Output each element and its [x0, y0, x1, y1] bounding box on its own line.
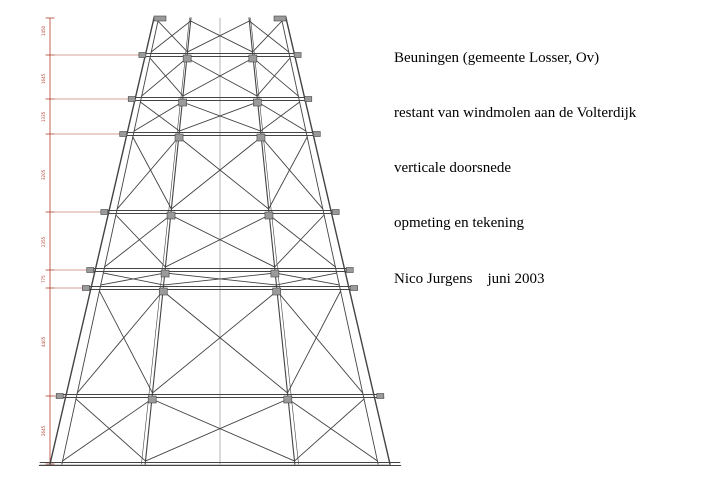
- diagonal-brace: [158, 21, 188, 52]
- caption-author-date: Nico Jurgens juni 2003: [394, 270, 545, 287]
- joint-block: [179, 99, 187, 106]
- beam-end-block: [87, 268, 94, 273]
- beam-end-block: [120, 132, 127, 137]
- beam-end-block: [139, 53, 146, 58]
- beam-end-block: [101, 210, 108, 215]
- diagonal-brace: [269, 137, 308, 209]
- joint-block: [183, 55, 191, 62]
- diagonal-brace: [171, 215, 275, 267]
- dimension-label: 1450: [41, 25, 46, 36]
- dimension-label: 3205: [41, 169, 46, 180]
- diagonal-brace: [187, 58, 257, 96]
- diagonal-brace: [134, 102, 182, 131]
- joint-block: [284, 396, 292, 403]
- diagonal-brace: [133, 137, 172, 209]
- diagonal-brace: [165, 215, 269, 267]
- joint-block: [271, 270, 279, 277]
- joint-block: [253, 99, 261, 106]
- diagonal-brace: [152, 399, 295, 461]
- diagonal-brace: [146, 399, 289, 461]
- diagonal-brace: [116, 215, 166, 267]
- diagonal-brace: [152, 291, 277, 393]
- beam-end-block: [82, 286, 89, 291]
- diagonal-brace: [179, 137, 269, 209]
- top-cap-block: [154, 16, 166, 21]
- diagonal-brace: [191, 21, 253, 52]
- diagonal-brace: [182, 102, 260, 131]
- diagonal-brace: [257, 58, 290, 96]
- diagonal-brace: [63, 399, 152, 461]
- diagonal-brace: [171, 137, 261, 209]
- diagonal-brace: [288, 291, 341, 393]
- diagonal-brace: [76, 399, 146, 461]
- diagonal-brace: [179, 102, 257, 131]
- diagonal-brace: [77, 291, 163, 393]
- diagonal-brace: [261, 137, 323, 209]
- dimension-label: 4405: [41, 336, 46, 347]
- diagonal-brace: [183, 58, 253, 96]
- beam-end-block: [56, 394, 63, 399]
- caption-section-type: verticale doorsnede: [394, 160, 512, 177]
- beam-end-block: [346, 268, 353, 273]
- diagonal-brace: [187, 21, 249, 52]
- beam-end-block: [294, 53, 301, 58]
- top-cap-block: [274, 16, 286, 21]
- joint-block: [161, 270, 169, 277]
- diagonal-brace: [117, 137, 179, 209]
- beam-end-block: [351, 286, 358, 291]
- beam-end-block: [377, 394, 384, 399]
- dimension-label: 1335: [41, 111, 46, 122]
- diagonal-brace: [275, 215, 325, 267]
- tower-frame: [39, 16, 400, 466]
- diagonal-brace: [99, 291, 152, 393]
- beam-end-block: [332, 210, 339, 215]
- joint-block: [265, 212, 273, 219]
- joint-block: [257, 134, 265, 141]
- diagonal-brace: [261, 102, 300, 131]
- caption-location: Beuningen (gemeente Losser, Ov): [394, 49, 600, 66]
- joint-block: [175, 134, 183, 141]
- diagonal-brace: [253, 21, 283, 52]
- diagonal-brace: [288, 399, 377, 461]
- joint-block: [159, 288, 167, 295]
- diagonal-brace: [277, 291, 363, 393]
- dimension-label: 2355: [41, 236, 46, 247]
- beam-end-block: [128, 97, 135, 102]
- joint-block: [167, 212, 175, 219]
- dimension-label: 775: [41, 275, 46, 283]
- dimension-label: 1645: [41, 73, 46, 84]
- drawing-caption: [394, 12, 636, 307]
- diagonal-brace: [294, 399, 364, 461]
- joint-block: [273, 288, 281, 295]
- joint-block: [148, 396, 156, 403]
- caption-description: restant van windmolen aan de Volterdijk: [394, 105, 637, 122]
- dimension-label: 2645: [41, 425, 46, 436]
- beam-end-block: [305, 97, 312, 102]
- joint-block: [249, 55, 257, 62]
- diagonal-brace: [140, 102, 179, 131]
- diagonal-brace: [150, 58, 183, 96]
- diagonal-brace: [258, 102, 306, 131]
- beam-end-block: [313, 132, 320, 137]
- caption-survey: opmeting en tekening: [394, 215, 524, 232]
- diagonal-brace: [163, 291, 288, 393]
